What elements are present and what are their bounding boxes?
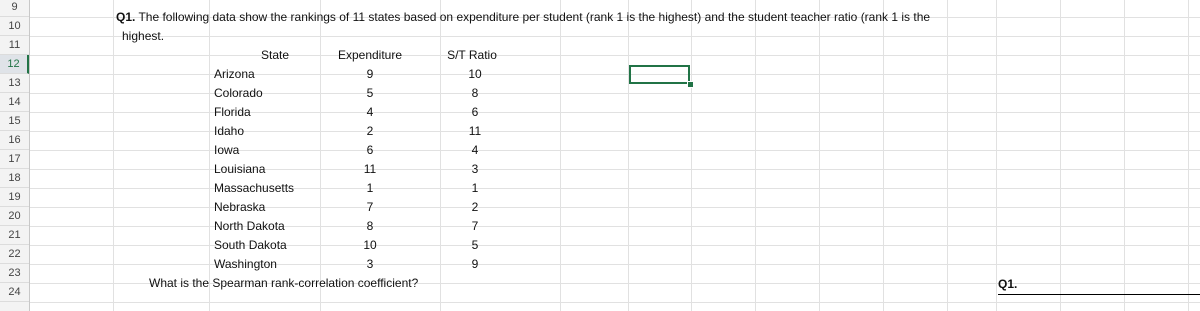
row-number[interactable]: 21: [0, 226, 29, 245]
expenditure-cell[interactable]: 6: [366, 143, 374, 157]
row-number[interactable]: 15: [0, 112, 29, 131]
expenditure-cell[interactable]: 3: [366, 257, 374, 271]
row-number[interactable]: 22: [0, 245, 29, 264]
question-text: The following data show the rankings of 11 states based on expenditure per student (rank 1 is the highest) and the student teacher ratio (rank 1 is the: [135, 10, 931, 24]
row-number[interactable]: 9: [0, 0, 29, 17]
state-cell[interactable]: Washington: [214, 257, 277, 271]
expenditure-cell[interactable]: 2: [366, 124, 374, 138]
row-header-column: [0, 0, 30, 311]
state-cell[interactable]: Idaho: [214, 124, 245, 138]
row-number[interactable]: 13: [0, 74, 29, 93]
active-cell[interactable]: [629, 65, 690, 84]
row-number[interactable]: 18: [0, 169, 29, 188]
state-cell[interactable]: Nebraska: [214, 200, 266, 214]
row-number[interactable]: 11: [0, 36, 29, 55]
spearman-prompt: What is the Spearman rank-correlation coefficient?: [149, 276, 419, 290]
row-number[interactable]: 12: [0, 55, 29, 74]
question-label: Q1.: [116, 10, 136, 24]
ratio-cell[interactable]: 5: [471, 238, 479, 252]
state-cell[interactable]: Florida: [214, 105, 251, 119]
ratio-cell[interactable]: 4: [471, 143, 479, 157]
ratio-cell[interactable]: 6: [471, 105, 479, 119]
header-state: State: [260, 48, 290, 62]
state-cell[interactable]: Arizona: [214, 67, 255, 81]
expenditure-cell[interactable]: 8: [366, 219, 374, 233]
ratio-cell[interactable]: 1: [471, 181, 479, 195]
expenditure-cell[interactable]: 10: [363, 238, 377, 252]
state-cell[interactable]: Iowa: [214, 143, 240, 157]
state-cell[interactable]: North Dakota: [214, 219, 285, 233]
row-number[interactable]: 16: [0, 131, 29, 150]
state-cell[interactable]: Colorado: [214, 86, 263, 100]
row-number[interactable]: 23: [0, 264, 29, 283]
ratio-cell[interactable]: 11: [468, 124, 482, 138]
state-cell[interactable]: South Dakota: [214, 238, 287, 252]
answer-label: Q1.: [998, 277, 1018, 291]
header-ratio: S/T Ratio: [447, 48, 497, 62]
expenditure-cell[interactable]: 4: [366, 105, 374, 119]
state-cell[interactable]: Massachusetts: [214, 181, 295, 195]
question-line-2: highest.: [122, 29, 165, 43]
cell-grid[interactable]: [30, 0, 1200, 311]
expenditure-cell[interactable]: 1: [366, 181, 374, 195]
row-number[interactable]: 14: [0, 93, 29, 112]
ratio-cell[interactable]: 9: [471, 257, 479, 271]
row-number[interactable]: 19: [0, 188, 29, 207]
ratio-cell[interactable]: 3: [471, 162, 479, 176]
ratio-cell[interactable]: 10: [468, 67, 482, 81]
fill-handle[interactable]: [687, 81, 694, 88]
expenditure-cell[interactable]: 7: [366, 200, 374, 214]
answer-underline: [998, 275, 1200, 295]
ratio-cell[interactable]: 7: [471, 219, 479, 233]
question-line-1: [116, 8, 930, 27]
expenditure-cell[interactable]: 9: [366, 67, 374, 81]
header-expenditure: Expenditure: [337, 48, 403, 62]
expenditure-cell[interactable]: 11: [363, 162, 377, 176]
row-number[interactable]: 20: [0, 207, 29, 226]
ratio-cell[interactable]: 2: [471, 200, 479, 214]
row-number[interactable]: 24: [0, 283, 29, 302]
state-cell[interactable]: Louisiana: [214, 162, 266, 176]
row-number[interactable]: 17: [0, 150, 29, 169]
expenditure-cell[interactable]: 5: [366, 86, 374, 100]
row-number[interactable]: 10: [0, 17, 29, 36]
ratio-cell[interactable]: 8: [471, 86, 479, 100]
